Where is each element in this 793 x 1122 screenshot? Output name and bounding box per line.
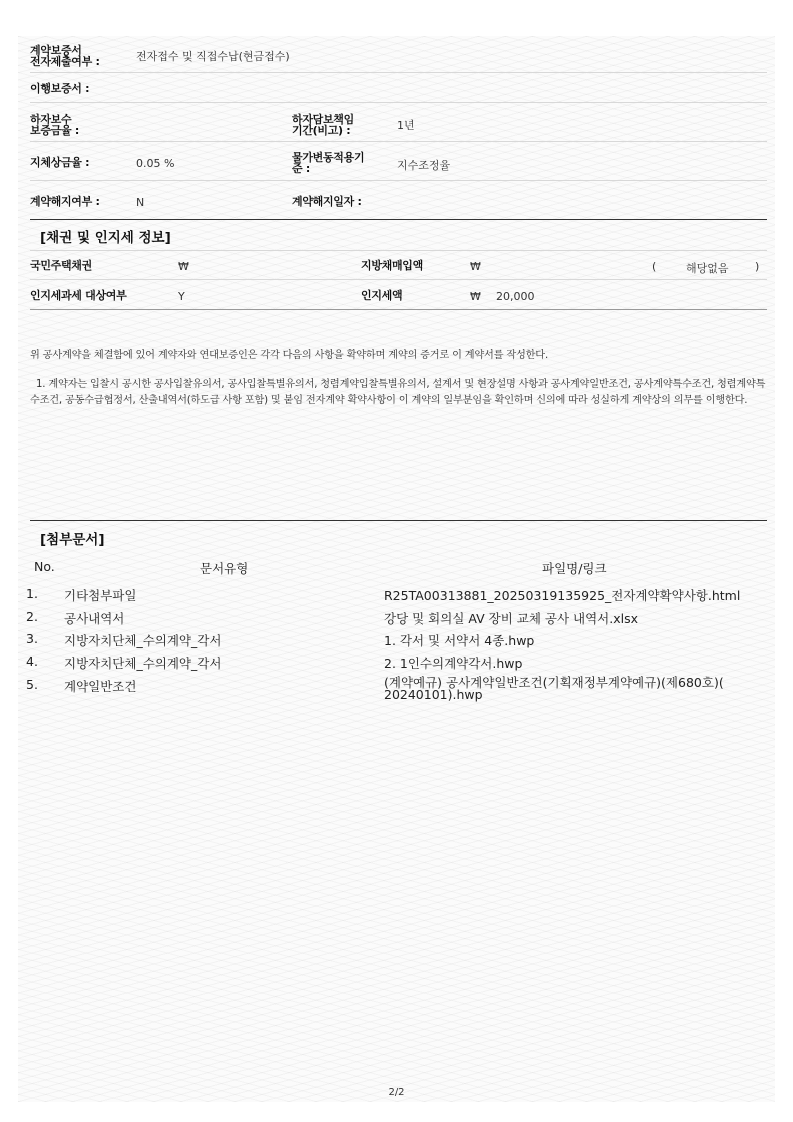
list-item	[26, 609, 767, 629]
attachment-type: 기타첨부파일	[64, 588, 137, 603]
local-note: 해당없음	[686, 262, 729, 275]
clause-1-text: 1. 계약자는 입찰시 공시한 공사입찰유의서, 공사입찰특별유의서, 청렴계약입찰특별유의서, 설계서 및 현장설명 사항과 공사계약일반조건, 공사계약특수조건, 청렴계약특수조건, 공동수급협정서, 산출내역서(하도급 사항 포함) 및 붙임 전자계약 확약사항이 이 계약의 일부분임을 확인하며 신의에 따라 성실하게 계약상의 의무를 이행한다.	[30, 379, 766, 406]
termination-date-label: 계약해지일자 :	[292, 195, 362, 208]
attachment-no: 2.	[26, 609, 38, 624]
row-housing-bond	[30, 251, 767, 280]
row-delay	[30, 142, 767, 181]
stamp-tax-label: 인지세과세 대상여부	[30, 289, 127, 302]
defect-period-label: 하자담보책임 기간(비고) :	[292, 113, 354, 137]
attachment-type: 지방자치단체_수의계약_각서	[64, 633, 222, 648]
stamp-amount-label: 인지세액	[361, 289, 403, 302]
row-termination	[30, 181, 767, 220]
column-file: 파일명/링크	[542, 561, 607, 576]
intro-text: 위 공사계약을 체결함에 있어 계약자와 연대보증인은 각각 다음의 사항을 확약하며 계약의 증거로 이 계약서를 작성한다.	[30, 350, 548, 361]
column-type: 문서유형	[200, 561, 249, 576]
row-performance	[30, 73, 767, 103]
termination-label: 계약해지여부 :	[30, 195, 100, 208]
stamp-amount-value: 20,000	[496, 290, 535, 303]
attachment-file-link[interactable]: R25TA00313881_20250319135925_전자계약확약사항.html	[384, 588, 741, 603]
row-defect	[30, 103, 767, 142]
attachment-no: 3.	[26, 631, 38, 646]
defect-period-value: 1년	[397, 119, 415, 132]
attachment-file-link[interactable]: 1. 각서 및 서약서 4종.hwp	[384, 633, 535, 648]
bond-section-title: [채권 및 인지세 정보]	[40, 230, 171, 246]
subcontract-pay-label: 하자보수 보증금율 :	[30, 113, 79, 137]
price-adjust-label: 물가변동적용기 준 :	[292, 151, 365, 175]
stamp-amount-currency: ₩	[470, 290, 481, 303]
stamp-tax-value: Y	[178, 290, 185, 303]
row-stamp-tax	[30, 280, 767, 310]
attachment-type: 계약일반조건	[64, 679, 137, 694]
list-item	[26, 586, 767, 606]
column-no: No.	[34, 559, 55, 574]
attachment-type: 지방자치단체_수의계약_각서	[64, 656, 222, 671]
attachment-file-link[interactable]: 2. 1인수의계약각서.hwp	[384, 656, 523, 671]
list-item	[26, 631, 767, 651]
local-bond-label: 지방채매입액	[361, 259, 423, 272]
guarantee-submit-label: 계약보증서 전자제출여부 :	[30, 44, 100, 68]
attachment-file-link[interactable]: 강당 및 회의실 AV 장비 교체 공사 내역서.xlsx	[384, 611, 638, 626]
document-body	[26, 36, 767, 702]
attachments-divider	[30, 520, 767, 521]
local-bond-value: ₩	[470, 260, 481, 273]
bond-section-header	[30, 220, 767, 251]
local-note-open: (	[652, 260, 657, 273]
attachment-no: 5.	[26, 677, 38, 692]
price-adjust-value: 지수조정율	[397, 159, 451, 172]
row-guarantee-submit	[30, 36, 767, 73]
delay-rate-value: 0.05 %	[136, 157, 175, 170]
guarantee-submit-value: 전자접수 및 직접수납(현금접수)	[136, 50, 290, 63]
attachment-no: 1.	[26, 586, 38, 601]
attachments-title: [첨부문서]	[40, 532, 105, 548]
delay-rate-label: 지체상금율 :	[30, 156, 90, 169]
list-item	[26, 675, 767, 707]
attachment-no: 4.	[26, 654, 38, 669]
termination-value: N	[136, 196, 145, 209]
list-item	[26, 654, 767, 674]
local-note-close: )	[755, 260, 760, 273]
performance-label: 이행보증서 :	[30, 82, 90, 95]
page-number: 2/2	[388, 1087, 405, 1098]
housing-bond-label: 국민주택채권	[30, 259, 92, 272]
housing-bond-value: ₩	[178, 260, 189, 273]
attachment-file-link[interactable]: (계약예규) 공사계약일반조건(기획재정부계약예규)(제680호)( 20240101).hwp	[384, 675, 724, 702]
attachment-type: 공사내역서	[64, 611, 125, 626]
